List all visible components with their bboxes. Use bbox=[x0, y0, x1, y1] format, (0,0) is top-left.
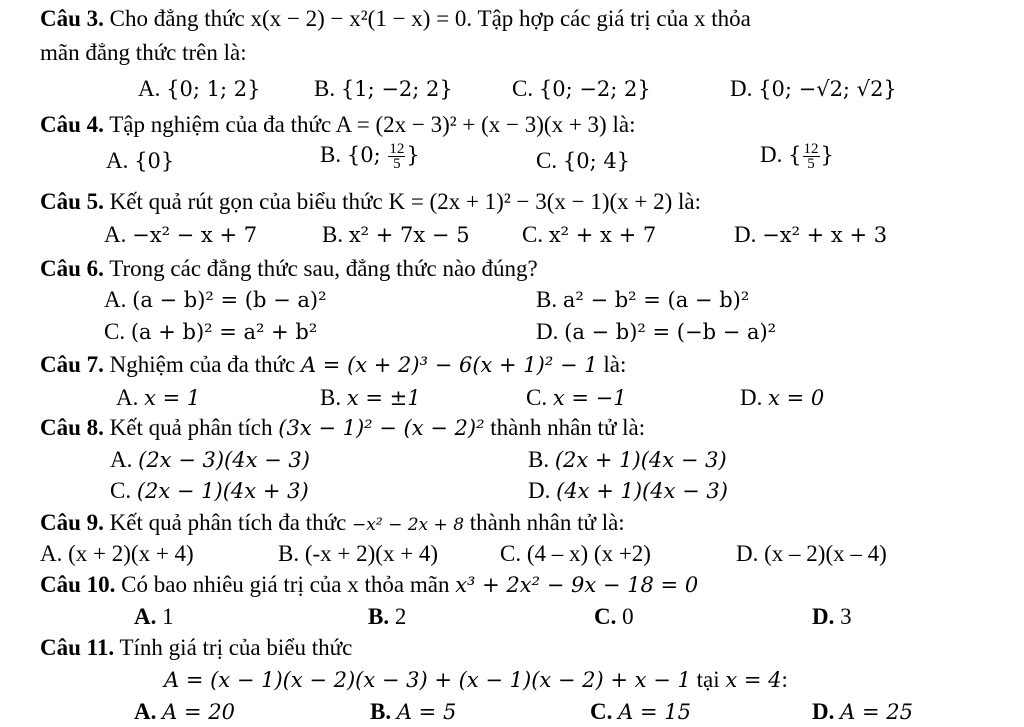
option-text: (x + 2)(x + 4) bbox=[68, 541, 194, 566]
question-8-stem-line bbox=[40, 413, 645, 443]
question-4-option-a bbox=[106, 146, 174, 176]
option-label: B. bbox=[536, 287, 558, 312]
option-text: x = ±1 bbox=[346, 386, 421, 410]
option-text: {1; −2; 2} bbox=[340, 77, 453, 101]
question-11-x-value: x = 4 bbox=[725, 668, 782, 692]
option-text: (2x − 1)(4x + 3) bbox=[136, 479, 309, 503]
question-6-option-a bbox=[104, 285, 327, 315]
option-label: C. bbox=[594, 604, 617, 629]
question-10-option-a bbox=[134, 602, 174, 632]
question-7-stem-post: là: bbox=[597, 352, 627, 377]
question-3-label: Câu 3. bbox=[40, 6, 104, 31]
question-3-option-d bbox=[730, 74, 897, 104]
option-text: −x² + x + 3 bbox=[762, 223, 888, 247]
option-label: A. bbox=[134, 699, 157, 724]
question-6-label: Câu 6. bbox=[40, 256, 104, 281]
option-text: (a − b)² = (−b − a)² bbox=[564, 320, 777, 344]
option-label: C. bbox=[110, 478, 132, 503]
question-11-stem-line-2 bbox=[164, 665, 788, 695]
question-5-option-c bbox=[522, 220, 656, 250]
question-5-label: Câu 5. bbox=[40, 189, 104, 214]
option-label: D. bbox=[812, 699, 835, 724]
fraction bbox=[388, 142, 405, 171]
option-text: A = 25 bbox=[840, 700, 913, 724]
question-11-option-b bbox=[370, 697, 456, 727]
question-10-stem-line bbox=[40, 570, 698, 600]
option-text: (a − b)² = (b − a)² bbox=[132, 288, 327, 312]
question-8-option-b bbox=[528, 445, 727, 475]
option-label: B. bbox=[320, 142, 342, 167]
option-label: D. bbox=[812, 604, 835, 629]
question-9-option-d bbox=[736, 539, 887, 569]
question-5-stem: Kết quả rút gọn của biểu thức K = (2x + 1)² − 3(x − 1)(x + 2) là: bbox=[109, 189, 702, 214]
option-text-post: } bbox=[820, 143, 834, 167]
question-11-expression: A = (x − 1)(x − 2)(x − 3) + (x − 1)(x − 2) + x − 1 bbox=[164, 668, 691, 692]
question-3-stem-line-1 bbox=[40, 4, 751, 34]
question-11-option-a bbox=[134, 697, 235, 727]
question-4-stem: Tập nghiệm của đa thức A = (2x − 3)² + (x − 3)(x + 3) là: bbox=[109, 112, 636, 137]
option-text-pre: {0; bbox=[346, 143, 388, 167]
fraction-denominator: 5 bbox=[393, 156, 401, 173]
option-label: C. bbox=[522, 222, 544, 247]
question-8-stem-post: thành nhân tử là: bbox=[484, 415, 646, 440]
question-3-stem-2: mãn đẳng thức trên là: bbox=[40, 40, 247, 65]
question-8-option-c bbox=[110, 476, 309, 506]
option-label: C. bbox=[500, 541, 522, 566]
option-text: 0 bbox=[622, 604, 634, 629]
question-4-option-b bbox=[320, 140, 420, 171]
option-text: {0} bbox=[134, 149, 175, 173]
option-text: a² − b² = (a − b)² bbox=[562, 288, 750, 312]
question-11-option-d bbox=[812, 697, 913, 727]
fraction-numerator: 12 bbox=[389, 141, 405, 158]
option-text: {0; 4} bbox=[562, 149, 631, 173]
option-text: (a + b)² = a² + b² bbox=[130, 320, 318, 344]
question-5-option-b bbox=[322, 220, 470, 250]
question-11-stem-mid: tại bbox=[690, 667, 726, 692]
fraction bbox=[803, 142, 820, 171]
question-3-option-c bbox=[512, 74, 651, 104]
question-10-option-d bbox=[812, 602, 852, 632]
option-label: A. bbox=[110, 447, 133, 472]
question-3-stem-line-2 bbox=[40, 38, 247, 68]
option-label: B. bbox=[278, 541, 300, 566]
question-4-label: Câu 4. bbox=[40, 112, 104, 137]
question-6-stem: Trong các đẳng thức sau, đẳng thức nào đúng? bbox=[109, 256, 538, 281]
option-text: (2x + 1)(4x − 3) bbox=[554, 448, 727, 472]
option-label: D. bbox=[730, 76, 753, 101]
question-5-option-d bbox=[734, 220, 887, 250]
question-11-label: Câu 11. bbox=[40, 635, 115, 660]
question-7-option-a bbox=[116, 383, 200, 413]
option-label: D. bbox=[734, 222, 757, 247]
option-text: (-x + 2)(x + 4) bbox=[304, 541, 439, 566]
question-7-option-d bbox=[740, 383, 824, 413]
question-10-label: Câu 10. bbox=[40, 572, 116, 597]
question-11-option-c bbox=[590, 697, 691, 727]
option-label: D. bbox=[760, 142, 783, 167]
question-6-option-c bbox=[104, 317, 317, 347]
question-9-expression: −x² − 2x + 8 bbox=[352, 515, 465, 535]
option-text-post: } bbox=[406, 143, 420, 167]
option-label: C. bbox=[512, 76, 534, 101]
question-9-stem-post: thành nhân tử là: bbox=[464, 510, 625, 535]
option-text: A = 20 bbox=[162, 700, 235, 724]
option-label: C. bbox=[104, 319, 126, 344]
question-6-stem-line bbox=[40, 254, 538, 284]
question-9-option-a bbox=[40, 539, 194, 569]
option-text: x = −1 bbox=[552, 386, 627, 410]
question-7-stem-line bbox=[40, 350, 626, 380]
question-7-label: Câu 7. bbox=[40, 352, 104, 377]
option-text: (2x − 3)(4x − 3) bbox=[138, 448, 310, 472]
option-label: C. bbox=[526, 385, 548, 410]
option-text: A = 5 bbox=[396, 700, 457, 724]
question-10-stem-pre: Có bao nhiêu giá trị của x thỏa mãn bbox=[121, 572, 456, 597]
question-5-option-a bbox=[104, 220, 257, 250]
option-label: C. bbox=[536, 148, 558, 173]
option-label: B. bbox=[320, 385, 342, 410]
question-9-stem-pre: Kết quả phân tích đa thức bbox=[109, 510, 353, 535]
option-label: A. bbox=[40, 541, 63, 566]
option-text: 1 bbox=[162, 604, 174, 629]
question-4-option-c bbox=[536, 146, 630, 176]
option-label: A. bbox=[106, 148, 129, 173]
option-text: x² + x + 7 bbox=[548, 223, 657, 247]
question-3-option-b bbox=[314, 74, 453, 104]
option-label: B. bbox=[528, 447, 550, 472]
option-label: A. bbox=[104, 287, 127, 312]
question-3-option-a bbox=[138, 74, 260, 104]
option-label: D. bbox=[740, 385, 763, 410]
option-label: A. bbox=[104, 222, 127, 247]
option-text: {0; −√2; √2} bbox=[758, 77, 897, 101]
question-3-stem-1: Cho đẳng thức x(x − 2) − x²(1 − x) = 0. Tập hợp các giá trị của x thỏa bbox=[109, 6, 751, 31]
question-10-option-b bbox=[368, 602, 406, 632]
option-label: D. bbox=[736, 541, 759, 566]
option-text-pre: { bbox=[788, 143, 802, 167]
question-6-option-d bbox=[536, 317, 776, 347]
option-label: A. bbox=[138, 76, 161, 101]
question-7-expression: A = (x + 2)³ − 6(x + 1)² − 1 bbox=[300, 353, 598, 377]
question-4-option-d bbox=[760, 140, 834, 171]
option-label: A. bbox=[116, 385, 139, 410]
question-7-stem-pre: Nghiệm của đa thức bbox=[109, 352, 301, 377]
fraction-numerator: 12 bbox=[803, 141, 819, 158]
option-label: C. bbox=[590, 699, 613, 724]
question-11-stem-post: : bbox=[781, 667, 788, 692]
option-label: B. bbox=[322, 222, 344, 247]
option-text: 2 bbox=[394, 604, 407, 629]
option-text: x = 1 bbox=[144, 386, 201, 410]
question-11-stem-line-1 bbox=[40, 633, 352, 663]
question-10-expression: x³ + 2x² − 9x − 18 = 0 bbox=[455, 573, 699, 597]
option-text: x = 0 bbox=[768, 386, 825, 410]
option-text: −x² − x + 7 bbox=[132, 223, 258, 247]
option-text: {0; −2; 2} bbox=[538, 77, 651, 101]
question-8-option-d bbox=[528, 476, 728, 506]
question-8-label: Câu 8. bbox=[40, 415, 104, 440]
question-9-label: Câu 9. bbox=[40, 510, 104, 535]
question-9-stem-line bbox=[40, 508, 625, 540]
option-text: (x – 2)(x – 4) bbox=[764, 541, 887, 566]
question-10-option-c bbox=[594, 602, 634, 632]
question-11-stem-1: Tính giá trị của biểu thức bbox=[119, 635, 353, 660]
option-label: B. bbox=[314, 76, 336, 101]
option-label: D. bbox=[536, 319, 559, 344]
option-label: B. bbox=[370, 699, 392, 724]
question-5-stem-line bbox=[40, 187, 701, 217]
option-text: (4x + 1)(4x − 3) bbox=[556, 479, 728, 503]
option-text: (4 – x) (x +2) bbox=[526, 541, 651, 566]
question-4-stem-line bbox=[40, 110, 635, 140]
question-9-option-c bbox=[500, 539, 651, 569]
question-8-option-a bbox=[110, 445, 310, 475]
fraction-denominator: 5 bbox=[807, 156, 815, 173]
option-label: B. bbox=[368, 604, 390, 629]
option-text: A = 15 bbox=[618, 700, 691, 724]
question-8-stem-pre: Kết quả phân tích bbox=[109, 415, 279, 440]
option-label: D. bbox=[528, 478, 551, 503]
option-text: 3 bbox=[840, 604, 852, 629]
question-8-expression: (3x − 1)² − (x − 2)² bbox=[278, 416, 485, 440]
option-text: x² + 7x − 5 bbox=[348, 223, 470, 247]
question-9-option-b bbox=[278, 539, 438, 569]
option-text: {0; 1; 2} bbox=[166, 77, 261, 101]
question-7-option-b bbox=[320, 383, 421, 413]
question-6-option-b bbox=[536, 285, 749, 315]
question-7-option-c bbox=[526, 383, 627, 413]
option-label: A. bbox=[134, 604, 157, 629]
